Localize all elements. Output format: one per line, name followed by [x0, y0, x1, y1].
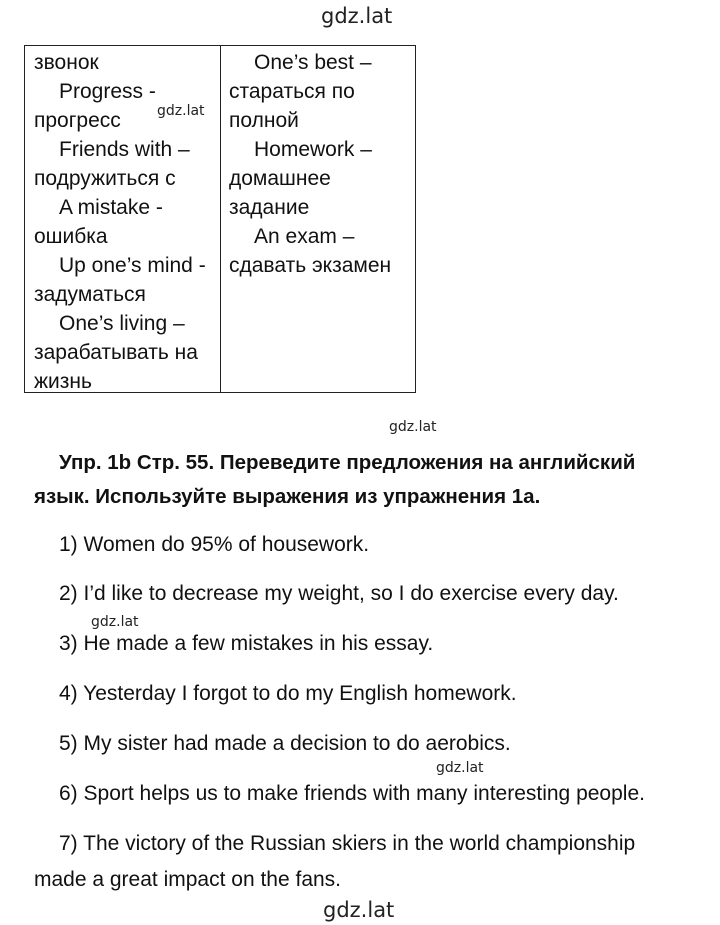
answer-item: [34, 726, 704, 762]
answer-item: [34, 527, 704, 563]
watermark-bottom: gdz.lat: [323, 898, 395, 922]
answer-text-line: 7) The victory of the Russian skiers in the world championship: [59, 832, 636, 855]
table-cell-line: задание: [229, 196, 310, 219]
vocabulary-table: [24, 45, 416, 393]
task-heading-line-2: язык. Используйте выражения из упражнения 1a.: [34, 485, 541, 508]
table-cell-line: ошибка: [34, 225, 108, 248]
table-cell-line: Up one’s mind -: [59, 254, 206, 277]
watermark-heading: gdz.lat: [389, 419, 437, 435]
answer-text-line: made a great impact on the fans.: [34, 868, 342, 891]
table-cell-line: прогресс: [34, 109, 121, 132]
table-cell-line: домашнее: [229, 167, 331, 190]
watermark-answer-6: gdz.lat: [436, 760, 484, 776]
task-heading: [34, 446, 694, 514]
answer-item: [34, 676, 704, 712]
task-heading-line-1: Упр. 1b Стр. 55. Переведите предложения на английский: [59, 451, 636, 474]
answer-item: [34, 826, 704, 898]
table-cell-line: задуматься: [34, 283, 146, 306]
table-cell-line: One’s living –: [59, 312, 185, 335]
watermark-answer-3: gdz.lat: [91, 614, 139, 630]
table-cell-line: An exam –: [254, 225, 355, 248]
answer-text-line: 3) He made a few mistakes in his essay.: [59, 632, 434, 655]
answer-item: [34, 776, 704, 812]
table-cell-line: Homework –: [254, 138, 372, 161]
answer-text-line: 4) Yesterday I forgot to do my English homework.: [59, 682, 517, 705]
answer-text-line: 1) Women do 95% of housework.: [59, 533, 370, 556]
table-cell-line: A mistake -: [59, 196, 163, 219]
table-cell-line: Friends with –: [59, 138, 190, 161]
table-cell-line: стараться по: [229, 80, 355, 103]
table-cell-line: One’s best –: [254, 51, 372, 74]
answer-item: [34, 626, 704, 662]
table-cell-line: подружиться с: [34, 167, 176, 190]
table-column-divider: [220, 46, 221, 392]
table-cell-line: Progress -: [59, 80, 156, 103]
table-left-column: [34, 48, 216, 396]
answer-text-line: 5) My sister had made a decision to do aerobics.: [59, 732, 511, 755]
answer-text-line: 6) Sport helps us to make friends with many interesting people.: [59, 782, 645, 805]
table-cell-line: зарабатывать на: [34, 341, 198, 364]
table-cell-line: звонок: [34, 51, 99, 74]
table-cell-line: полной: [229, 109, 299, 132]
table-right-column: [229, 48, 413, 280]
table-cell-line: сдавать экзамен: [229, 254, 392, 277]
answer-text-line: 2) I’d like to decrease my weight, so I do exercise every day.: [59, 582, 619, 605]
watermark-table: gdz.lat: [157, 103, 205, 119]
table-cell-line: жизнь: [34, 370, 92, 393]
answer-item: [34, 576, 704, 612]
watermark-top: gdz.lat: [321, 4, 393, 28]
